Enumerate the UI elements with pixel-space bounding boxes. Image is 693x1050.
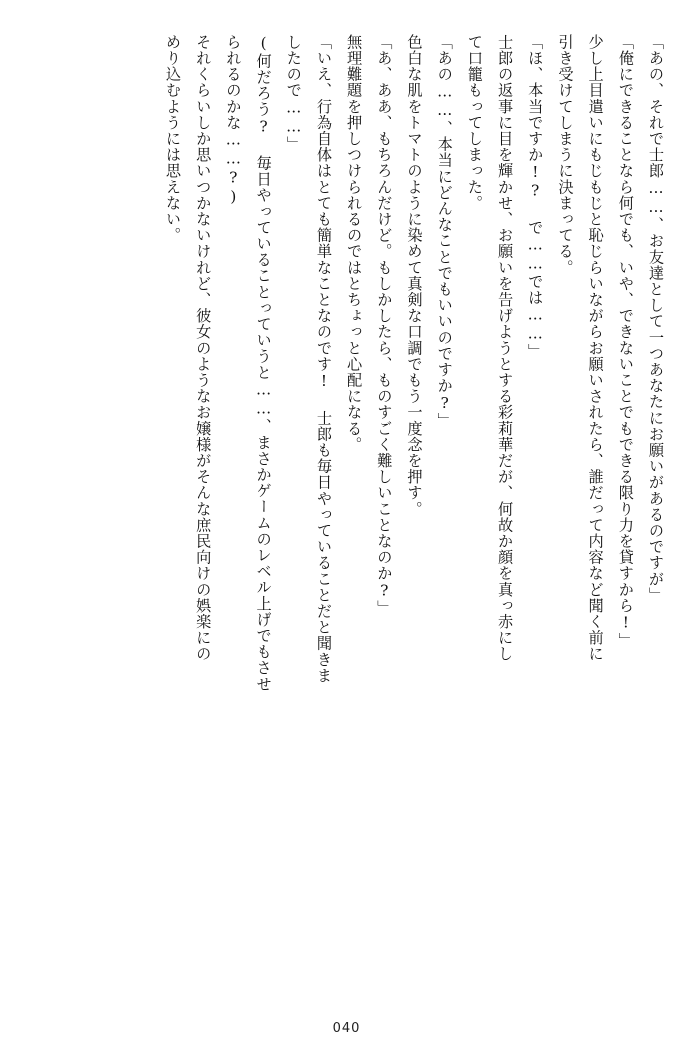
text-line: 無理難題を押しつけられるのではとちょっと心配になる。 (345, 34, 364, 453)
text-line: 少し上目遣いにもじもじと恥じらいながらお願いされたら、誰だって内容など聞く前に (586, 34, 605, 662)
text-line: 「あ、ああ、もちろんだけど。もしかしたら、ものすごく難しいことなのか?」 (375, 34, 394, 617)
vertical-text-body (30, 34, 663, 994)
text-line: したので……」 (284, 34, 303, 153)
text-line: 「あの……、本当にどんなことでもいいのですか?」 (435, 34, 454, 429)
text-line: それくらいしか思いつかないけれど、彼女のようなお嬢様がそんな庶民向けの娯楽にの (194, 34, 213, 662)
text-line: て口籠もってしまった。 (465, 34, 484, 212)
text-line: 「あの、それで士郎……、お友達として一つあなたにお願いがあるのですが」 (647, 34, 665, 604)
text-line: めり込むようには思えない。 (164, 34, 182, 244)
text-line: 「ほ、本当ですか!? で……では……」 (526, 34, 545, 360)
text-line: 「俺にできることなら何でも、いや、できないことでもできる限り力を貸すから!」 (616, 34, 635, 649)
text-line: 引き受けてしまうに決まってる。 (556, 34, 575, 276)
text-line: られるのかな……?) (224, 34, 243, 207)
page-number: 040 (332, 1021, 361, 1036)
text-line: 士郎の返事に目を輝かせ、お願いを告げようとする彩莉華だが、何故か顔を真っ赤にし (496, 34, 515, 662)
text-line: 「いえ、行為自体はとても簡単なことなのです! 士郎も毎日やっていることだと聞きま (314, 34, 333, 684)
text-line: (何だろう? 毎日やっていることっていうと……、まさかゲームのレベル上げでもさせ (254, 34, 273, 692)
text-line: 色白な肌をトマトのように染めて真剣な口調でもう一度念を押す。 (405, 34, 424, 517)
